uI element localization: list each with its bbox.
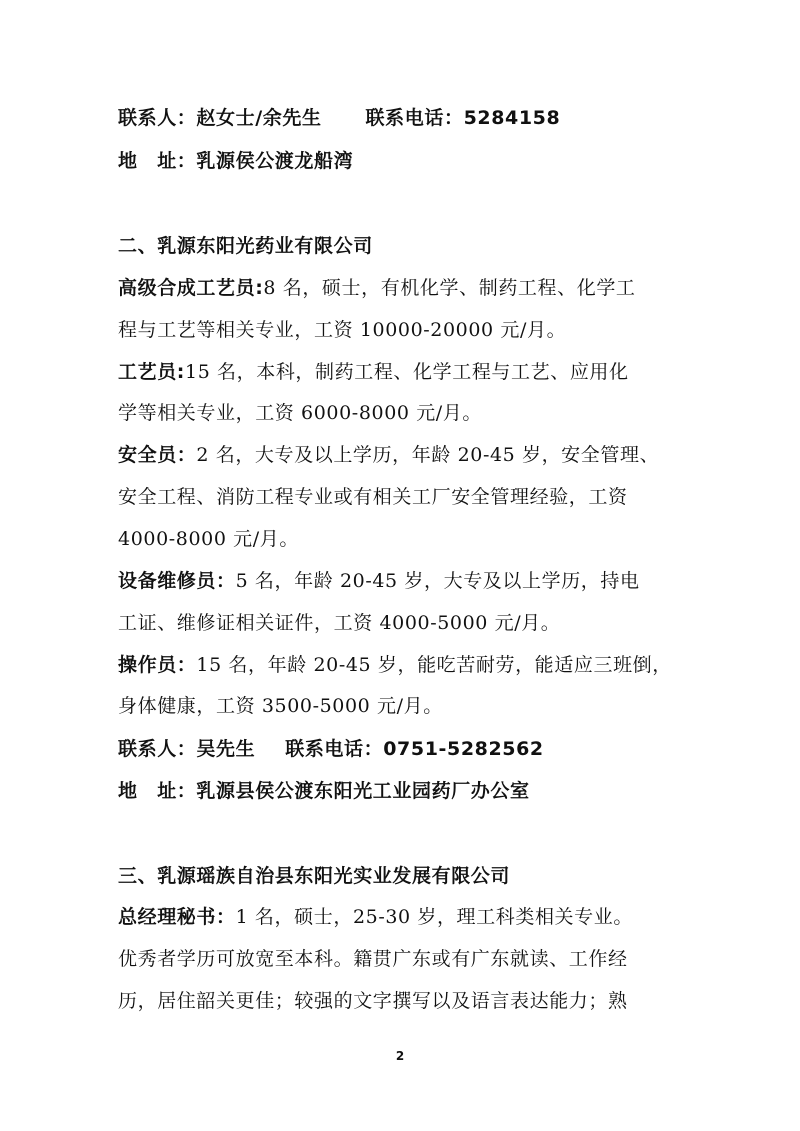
job-line: 安全工程、消防工程专业或有相关工厂安全管理经验，工资 [118,486,628,508]
job-line: 学等相关专业，工资 6000-8000 元/月。 [118,402,483,424]
job-line: 优秀者学历可放宽至本科。籍贯广东或有广东就读、工作经 [118,948,628,970]
contact-value: 吴先生 [196,738,256,760]
job-text: 2 名，大专及以上学历，年龄 20-45 岁，安全管理、 [196,444,660,466]
phone-value: 5284158 [463,107,561,129]
job-line: 身体健康，工资 3500-5000 元/月。 [118,695,443,717]
job-line [118,360,688,384]
contact-label: 联系人： [118,738,197,760]
page-number: 2 [395,1049,405,1063]
job-text: 1 名，硕士，25-30 岁，理工科类相关专业。 [235,906,633,928]
address-value: 乳源县侯公渡东阳光工业园药厂办公室 [196,780,530,802]
section-heading-2: 二、乳源东阳光药业有限公司 [118,235,373,257]
job-text: 15 名，年龄 20-45 岁，能吃苦耐劳，能适应三班倒， [196,654,672,676]
job-line [118,276,688,300]
job-text: 5 名，年龄 20-45 岁，大专及以上学历，持电 [235,570,640,592]
address-label: 地 址： [118,150,197,172]
job-title: 操作员： [118,654,197,676]
address-label: 地 址： [118,780,197,802]
contact-line-2 [118,737,688,761]
job-line: 程与工艺等相关专业，工资 10000-20000 元/月。 [118,319,567,341]
phone-label: 联系电话： [365,107,464,129]
job-title: 高级合成工艺员: [118,277,264,299]
contact-line-1 [118,106,688,130]
job-text: 8 名，硕士，有机化学、制药工程、化学工 [263,277,636,299]
job-title: 安全员： [118,444,197,466]
address-line-2 [118,779,688,803]
job-title: 工艺员: [118,361,185,383]
section-heading-3: 三、乳源瑶族自治县东阳光实业发展有限公司 [118,865,511,887]
job-text: 15 名，本科，制药工程、化学工程与工艺、应用化 [185,361,629,383]
phone-label: 联系电话： [285,738,384,760]
address-line-1 [118,149,688,173]
job-line [118,653,688,677]
job-line: 4000-8000 元/月。 [118,528,299,550]
job-line [118,905,688,929]
job-line [118,443,688,467]
phone-value: 0751-5282562 [383,738,544,760]
job-line: 工证、维修证相关证件，工资 4000-5000 元/月。 [118,612,561,634]
contact-label: 联系人： [118,107,197,129]
contact-value: 赵女士/余先生 [196,107,322,129]
job-title: 总经理秘书： [118,906,236,928]
job-line: 历，居住韶关更佳；较强的文字撰写以及语言表达能力；熟 [118,990,628,1012]
address-value: 乳源侯公渡龙船湾 [196,150,354,172]
job-line [118,569,688,593]
job-title: 设备维修员： [118,570,236,592]
